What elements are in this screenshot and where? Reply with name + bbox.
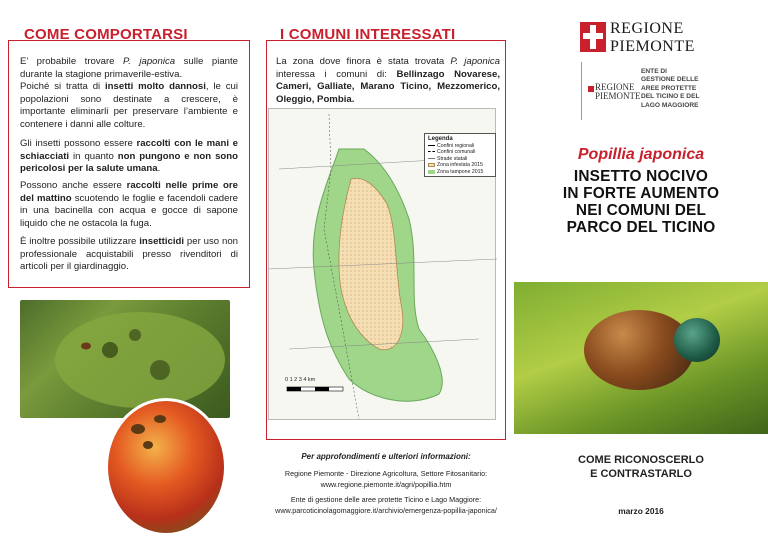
info-regione: Regione Piemonte - Direzione Agricoltura, Settore Fitosanitario: [284, 469, 488, 478]
logo-text-piemonte: PIEMONTE [610, 38, 695, 55]
parks-authority-label: ENTE DI GESTIONE DELLE AREE PROTETTE DEL TICINO E DEL LAGO MAGGIORE [641, 68, 700, 109]
legend-item: Strade statali [428, 156, 492, 163]
legend-item: Zona tampone 2015 [428, 169, 492, 176]
info-heading: Per approfondimenti e ulteriori informazioni: [301, 452, 471, 461]
section-title-comuni: I COMUNI INTERESSATI [280, 26, 456, 43]
info-parco: Ente di gestione delle aree protette Ticino e Lago Maggiore: [290, 495, 482, 504]
paragraph-insecticides: È inoltre possibile utilizzare insetticidi per uso non professionale acquistabili presso rivenditori di articoli per il giardinaggio. [20, 236, 238, 273]
paragraph-hand-picking: Gli insetti possono essere raccolti con le mani e schiacciati in quanto non pungono e non sono pericolosi per la salute umana. [20, 138, 238, 175]
photo-damaged-fruit [105, 398, 227, 536]
fruit-illustration [108, 401, 224, 533]
map-scale-bar [287, 387, 343, 391]
section-title-comportarsi: COME COMPORTARSI [24, 26, 188, 43]
photo-popillia-beetle [514, 282, 768, 434]
map-legend [424, 133, 496, 177]
parks-logo-text: REGIONE PIEMONTE [595, 82, 641, 101]
subheadline: COME RICONOSCERLO E CONTRASTARLO [578, 454, 704, 480]
map-scale-label: 0 1 2 3 4 km [285, 377, 316, 383]
species-name: Popillia japonica [577, 146, 705, 163]
beetle-head [674, 318, 720, 362]
legend-title: Legenda [428, 136, 453, 142]
logo-text-regione: REGIONE [610, 20, 684, 37]
info-parco-url[interactable]: www.parcoticinolagomaggiore.it/archivio/emergenza-popillia-japonica/ [275, 506, 497, 515]
legend-item: Confini comunali [428, 149, 492, 156]
photo-damaged-leaf [20, 300, 230, 418]
legend-item: Confini regionali [428, 143, 492, 150]
parks-vertical-mark [581, 62, 587, 120]
paragraph-morning-collection: Possono anche essere raccolti nelle prime ore del mattino scuotendo le foglie e facendoli cadere in una bacinella con acqua e gocce di sapone liquido che ne ostacola la fuga. [20, 180, 238, 229]
publication-date: marzo 2016 [618, 506, 664, 516]
main-headline: INSETTO NOCIVO IN FORTE AUMENTO NEI COMUNI DEL PARCO DEL TICINO [562, 168, 720, 236]
leaf-illustration [20, 300, 230, 418]
paragraph-comuni-intro: La zona dove finora è stata trovata P. japonica interessa i comuni di: Bellinzago Novarese, Cameri, Galliate, Marano Ticino, Mezzomerico, Oleggio, Pombia. [276, 56, 500, 105]
parks-red-cross-icon [588, 86, 594, 92]
regione-piemonte-logo [580, 22, 606, 52]
paragraph-season: E’ probabile trovare P. japonica sulle piante durante la stagione primaverile-estiva. Poiché si tratta di insetti molto dannosi, le cui popolazioni sono destinate a crescere, è importante eliminarli per preservare l’ambiente e contenere i danni alle colture. [20, 56, 238, 130]
legend-item: Zona infestata 2015 [428, 162, 492, 169]
info-regione-url[interactable]: www.regione.piemonte.it/agri/popillia.htm [320, 480, 452, 489]
